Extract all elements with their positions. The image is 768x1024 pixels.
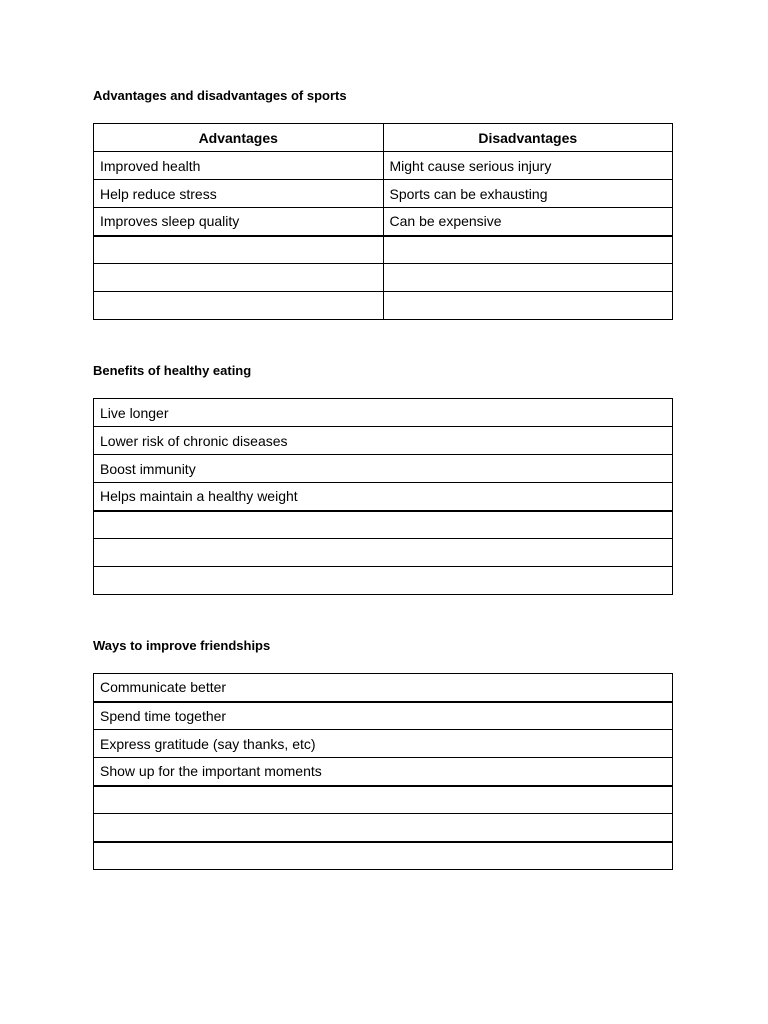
table-row bbox=[94, 730, 673, 758]
table-row bbox=[94, 511, 673, 539]
table-row bbox=[94, 567, 673, 595]
advantage-cell[interactable]: Improved health bbox=[94, 152, 384, 180]
table-row bbox=[94, 399, 673, 427]
disadvantage-cell[interactable] bbox=[383, 292, 673, 320]
advantage-cell[interactable] bbox=[94, 292, 384, 320]
table-row bbox=[94, 814, 673, 842]
table-row bbox=[94, 152, 673, 180]
eating-section-title: Benefits of healthy eating bbox=[93, 363, 252, 378]
advantage-cell[interactable] bbox=[94, 236, 384, 264]
advantage-cell[interactable]: Improves sleep quality bbox=[94, 208, 384, 236]
way-cell[interactable] bbox=[94, 842, 673, 870]
table-header-row bbox=[94, 124, 673, 152]
benefit-cell[interactable] bbox=[94, 511, 673, 539]
benefit-cell[interactable]: Lower risk of chronic diseases bbox=[94, 427, 673, 455]
table-row bbox=[94, 758, 673, 786]
table-row bbox=[94, 427, 673, 455]
table-row bbox=[94, 236, 673, 264]
disadvantage-cell[interactable]: Might cause serious injury bbox=[383, 152, 673, 180]
disadvantage-cell[interactable]: Can be expensive bbox=[383, 208, 673, 236]
table-row bbox=[94, 786, 673, 814]
way-cell[interactable] bbox=[94, 786, 673, 814]
table-row bbox=[94, 455, 673, 483]
table-row bbox=[94, 674, 673, 702]
eating-table bbox=[93, 398, 673, 595]
table-row bbox=[94, 842, 673, 870]
benefit-cell[interactable]: Boost immunity bbox=[94, 455, 673, 483]
table-row bbox=[94, 180, 673, 208]
sports-table bbox=[93, 123, 673, 320]
benefit-cell[interactable]: Live longer bbox=[94, 399, 673, 427]
disadvantage-cell[interactable] bbox=[383, 236, 673, 264]
table-row bbox=[94, 483, 673, 511]
way-cell[interactable]: Show up for the important moments bbox=[94, 758, 673, 786]
advantage-cell[interactable] bbox=[94, 264, 384, 292]
benefit-cell[interactable] bbox=[94, 539, 673, 567]
table-row bbox=[94, 539, 673, 567]
way-cell[interactable] bbox=[94, 814, 673, 842]
advantage-cell[interactable]: Help reduce stress bbox=[94, 180, 384, 208]
table-row bbox=[94, 292, 673, 320]
way-cell[interactable]: Spend time together bbox=[94, 702, 673, 730]
friendships-section-title: Ways to improve friendships bbox=[93, 638, 271, 653]
table-row bbox=[94, 208, 673, 236]
table-row bbox=[94, 264, 673, 292]
friendships-table bbox=[93, 673, 673, 870]
benefit-cell[interactable]: Helps maintain a healthy weight bbox=[94, 483, 673, 511]
sports-section-title: Advantages and disadvantages of sports bbox=[93, 88, 347, 103]
way-cell[interactable]: Communicate better bbox=[94, 674, 673, 702]
disadvantage-cell[interactable]: Sports can be exhausting bbox=[383, 180, 673, 208]
way-cell[interactable]: Express gratitude (say thanks, etc) bbox=[94, 730, 673, 758]
disadvantages-header: Disadvantages bbox=[383, 124, 673, 152]
disadvantage-cell[interactable] bbox=[383, 264, 673, 292]
advantages-header: Advantages bbox=[94, 124, 384, 152]
table-row bbox=[94, 702, 673, 730]
benefit-cell[interactable] bbox=[94, 567, 673, 595]
